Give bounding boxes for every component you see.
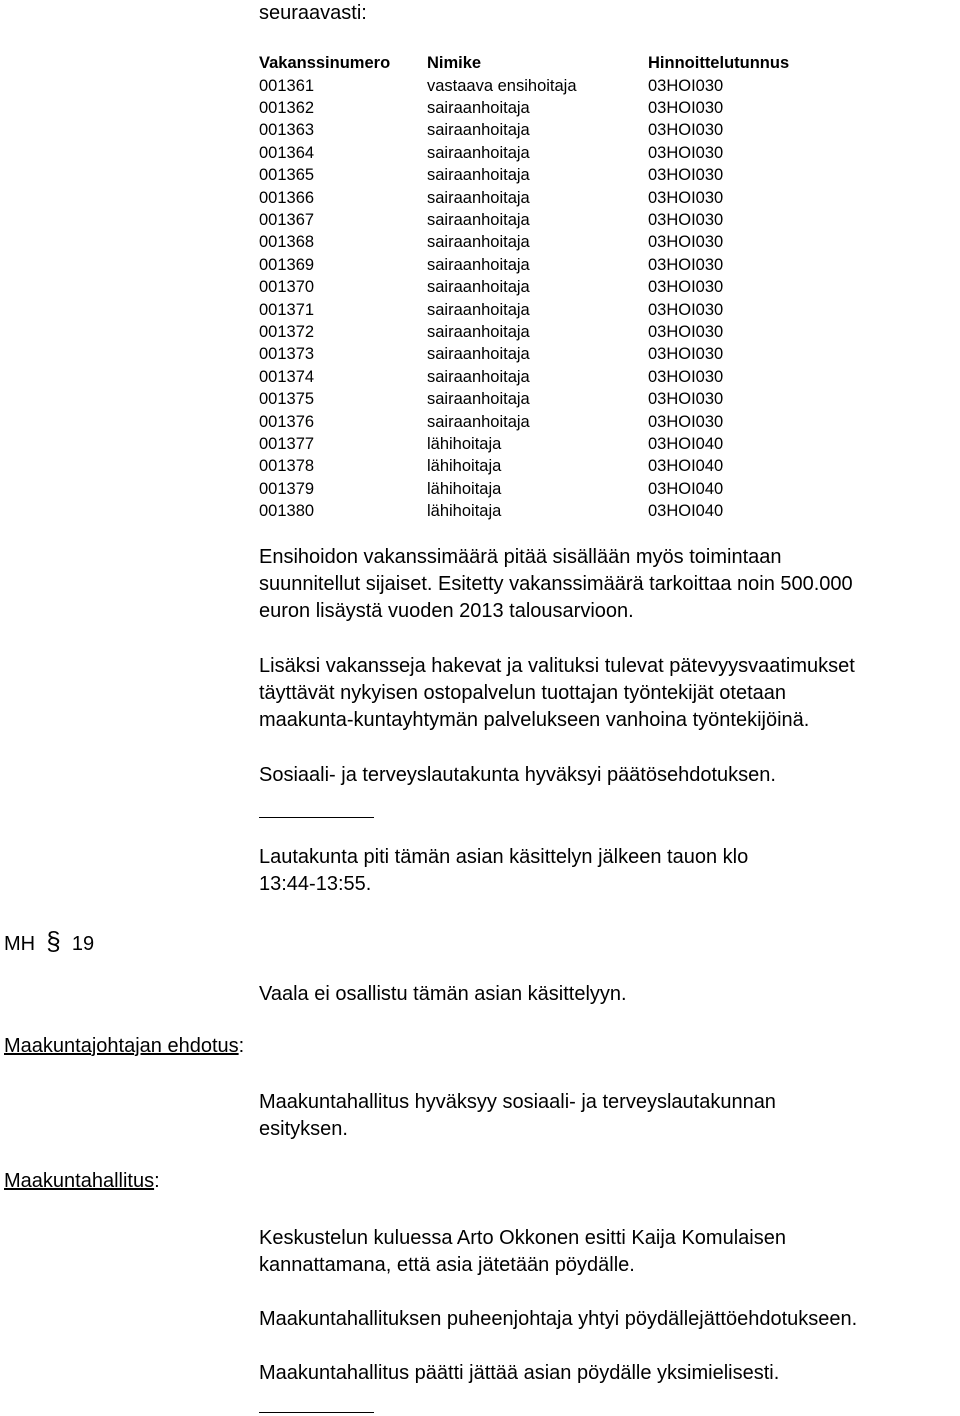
cell-vacancy-number: 001370 <box>259 278 315 297</box>
paragraph-ensihoito-count <box>259 544 853 625</box>
intro-text: seuraavasti: <box>259 2 367 24</box>
cell-pricing-code: 03HOI030 <box>648 412 724 431</box>
cell-vacancy-number: 001372 <box>259 322 315 341</box>
section-symbol-icon: § <box>46 926 61 956</box>
cell-vacancy-number: 001369 <box>259 255 315 274</box>
cell-vacancy-number: 001362 <box>259 98 315 117</box>
cell-pricing-code: 03HOI030 <box>648 76 724 95</box>
cell-vacancy-number: 001380 <box>259 502 315 521</box>
cell-pricing-code: 03HOI030 <box>648 188 724 207</box>
table-row <box>259 276 789 298</box>
board-heading <box>4 1170 160 1193</box>
text-line: Maakuntahallitus päätti jättää asian pöydälle yksimielisesti. <box>259 1362 780 1384</box>
column-header-pricing-code: Hinnoittelutunnus <box>648 54 790 72</box>
cell-pricing-code: 03HOI030 <box>648 278 724 297</box>
cell-pricing-code: 03HOI030 <box>648 255 724 274</box>
cell-title: sairaanhoitaja <box>427 188 530 207</box>
cell-pricing-code: 03HOI040 <box>648 502 724 521</box>
table-row <box>259 187 789 209</box>
cell-pricing-code: 03HOI030 <box>648 210 724 229</box>
cell-vacancy-number: 001378 <box>259 457 315 476</box>
text-line: Vaala ei osallistu tämän asian käsittelyyn. <box>259 983 627 1005</box>
text-line: euron lisäystä vuoden 2013 talousarvioon. <box>259 600 634 622</box>
paragraph-break-note <box>259 844 748 898</box>
text-line: Maakuntahallituksen puheenjohtaja yhtyi pöydällejättöehdotukseen. <box>259 1308 858 1330</box>
table-row <box>259 455 789 477</box>
cell-title: sairaanhoitaja <box>427 233 530 252</box>
cell-title: sairaanhoitaja <box>427 143 530 162</box>
table-row <box>259 231 789 253</box>
proposal-heading <box>4 1035 244 1058</box>
table-row <box>259 299 789 321</box>
cell-pricing-code: 03HOI040 <box>648 457 724 476</box>
cell-pricing-code: 03HOI040 <box>648 435 724 453</box>
cell-pricing-code: 03HOI030 <box>648 166 724 185</box>
cell-title: lähihoitaja <box>427 435 502 453</box>
cell-vacancy-number: 001371 <box>259 300 315 319</box>
cell-pricing-code: 03HOI030 <box>648 322 724 341</box>
cell-vacancy-number: 001373 <box>259 345 315 364</box>
cell-pricing-code: 03HOI030 <box>648 345 724 364</box>
cell-pricing-code: 03HOI030 <box>648 121 724 140</box>
cell-title: sairaanhoitaja <box>427 300 530 319</box>
label-colon: : <box>238 1035 245 1057</box>
table-row <box>259 164 789 186</box>
table-row <box>259 142 789 164</box>
text-line: täyttävät nykyisen ostopalvelun tuottajan työntekijät otetaan <box>259 682 787 704</box>
text-line: Ensihoidon vakanssimäärä pitää sisällään myös toimintaan <box>259 546 782 568</box>
section-marker <box>4 926 94 957</box>
cell-vacancy-number: 001366 <box>259 188 315 207</box>
text-line: Lisäksi vakansseja hakevat ja valituksi tulevat pätevyysvaatimukset <box>259 655 855 677</box>
cell-title: sairaanhoitaja <box>427 278 530 297</box>
board-label: Maakuntahallitus <box>4 1170 155 1192</box>
table-row <box>259 254 789 276</box>
table-body <box>259 75 789 523</box>
cell-vacancy-number: 001367 <box>259 210 315 229</box>
table-row <box>259 366 789 388</box>
column-header-vacancy-number: Vakanssinumero <box>259 54 391 72</box>
cell-vacancy-number: 001374 <box>259 367 315 386</box>
text-line: suunnitellut sijaiset. Esitetty vakanssimäärä tarkoittaa noin 500.000 <box>259 573 853 595</box>
table-header-row <box>259 52 789 75</box>
cell-title: vastaava ensihoitaja <box>427 76 577 95</box>
section-number: 19 <box>71 933 95 955</box>
table-row <box>259 411 789 433</box>
cell-vacancy-number: 001377 <box>259 435 315 453</box>
separator-line <box>259 1412 374 1413</box>
text-line: Maakuntahallitus hyväksyy sosiaali- ja terveyslautakunnan <box>259 1091 776 1113</box>
cell-pricing-code: 03HOI030 <box>648 233 724 252</box>
table-row <box>259 343 789 365</box>
table-row <box>259 119 789 141</box>
cell-title: lähihoitaja <box>427 502 502 521</box>
vacancy-table <box>259 52 789 523</box>
cell-vacancy-number: 001361 <box>259 76 315 95</box>
cell-title: sairaanhoitaja <box>427 255 530 274</box>
separator-line <box>259 817 374 818</box>
cell-vacancy-number: 001368 <box>259 233 315 252</box>
text-line: Lautakunta piti tämän asian käsittelyn jälkeen tauon klo <box>259 846 749 868</box>
text-line: kannattamana, että asia jätetään pöydälle. <box>259 1254 635 1276</box>
paragraph-chair-support <box>259 1306 857 1333</box>
cell-vacancy-number: 001376 <box>259 412 315 431</box>
cell-pricing-code: 03HOI030 <box>648 367 724 386</box>
cell-title: sairaanhoitaja <box>427 322 530 341</box>
table-row <box>259 433 789 455</box>
proposal-label: Maakuntajohtajan ehdotus <box>4 1035 239 1057</box>
cell-title: sairaanhoitaja <box>427 412 530 431</box>
paragraph-staff-transfer <box>259 653 855 734</box>
cell-vacancy-number: 001363 <box>259 121 315 140</box>
cell-pricing-code: 03HOI030 <box>648 98 724 117</box>
cell-title: sairaanhoitaja <box>427 121 530 140</box>
cell-title: sairaanhoitaja <box>427 367 530 386</box>
table-row <box>259 97 789 119</box>
cell-title: sairaanhoitaja <box>427 345 530 364</box>
cell-pricing-code: 03HOI030 <box>648 390 724 409</box>
cell-title: sairaanhoitaja <box>427 166 530 185</box>
table-row <box>259 478 789 500</box>
table-row <box>259 75 789 97</box>
cell-pricing-code: 03HOI030 <box>648 300 724 319</box>
paragraph-disqualification <box>259 981 627 1008</box>
table-row <box>259 388 789 410</box>
cell-vacancy-number: 001379 <box>259 479 315 498</box>
table-row <box>259 321 789 343</box>
cell-title: lähihoitaja <box>427 457 502 476</box>
paragraph-decision <box>259 1360 779 1387</box>
paragraph-committee-approval <box>259 762 776 789</box>
text-line: maakunta-kuntayhtymän palvelukseen vanhoina työntekijöinä. <box>259 709 810 731</box>
section-label: MH <box>4 933 36 955</box>
column-header-title: Nimike <box>427 54 482 72</box>
cell-pricing-code: 03HOI030 <box>648 143 724 162</box>
cell-vacancy-number: 001375 <box>259 390 315 409</box>
cell-pricing-code: 03HOI040 <box>648 479 724 498</box>
table-row <box>259 500 789 522</box>
text-line: Sosiaali- ja terveyslautakunta hyväksyi päätösehdotuksen. <box>259 764 776 786</box>
table-row <box>259 209 789 231</box>
cell-title: sairaanhoitaja <box>427 210 530 229</box>
paragraph-discussion <box>259 1225 786 1279</box>
paragraph-proposal <box>259 1089 776 1143</box>
cell-title: lähihoitaja <box>427 479 502 498</box>
text-line: esityksen. <box>259 1118 348 1140</box>
cell-vacancy-number: 001364 <box>259 143 315 162</box>
text-line: Keskustelun kuluessa Arto Okkonen esitti Kaija Komulaisen <box>259 1227 786 1249</box>
cell-vacancy-number: 001365 <box>259 166 315 185</box>
cell-title: sairaanhoitaja <box>427 390 530 409</box>
label-colon: : <box>154 1170 160 1192</box>
cell-title: sairaanhoitaja <box>427 98 530 117</box>
text-line: 13:44-13:55. <box>259 873 372 895</box>
